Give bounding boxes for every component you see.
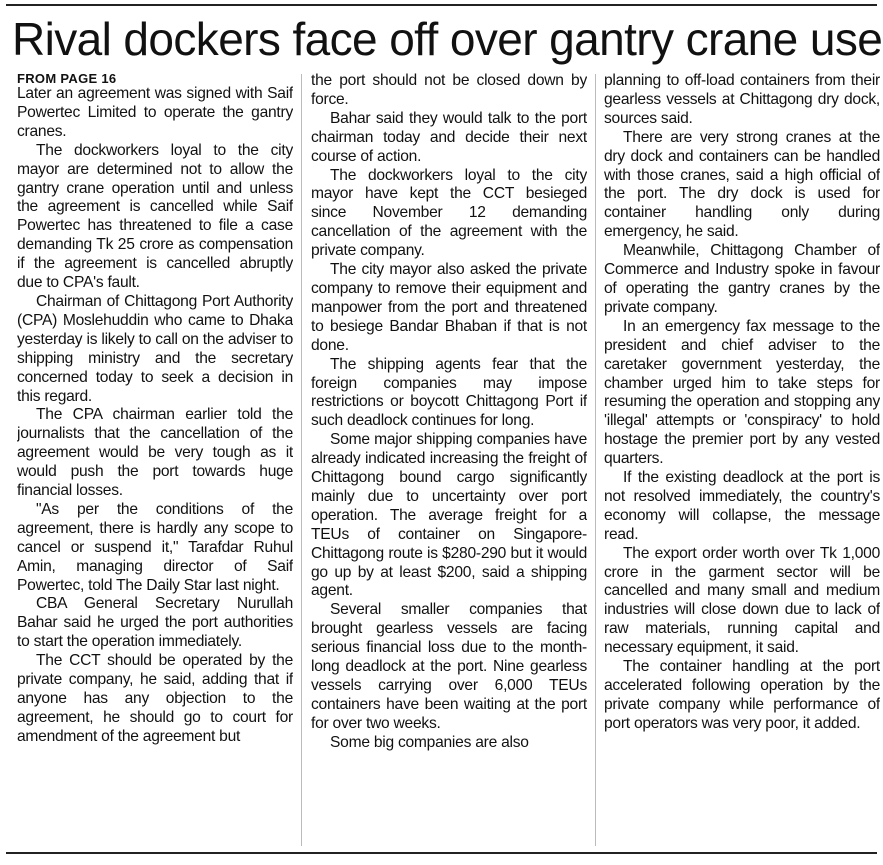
bottom-rule [6,852,877,854]
paragraph: Chairman of Chittagong Port Authority (CPA) Moslehuddin who came to Dhaka yesterday is likely to call on the adviser to shipping ministry and the secretary concerned today to seek a decision in this regard. [17,292,293,405]
paragraph: Some major shipping companies have already indicated increasing the freight of Chittagong bound cargo significantly mainly due to uncertainty over port operation. The average freight for a TEUs of container on Singapore-Chittagong route is $280-290 but it would go up by at least $200, said a shipping agent. [311,431,587,600]
paragraph: "As per the conditions of the agreement, there is hardly any scope to cancel or suspend it," Tarafdar Ruhul Amin, managing director of Saif Powertec, told The Daily Star last night. [17,500,293,594]
paragraph: The city mayor also asked the private company to remove their equipment and manpower from the port and threatened to besiege Bandar Bhaban if that is not done. [311,261,587,354]
paragraph: There are very strong cranes at the dry dock and containers can be handled with those cranes, said a high official of the port. The dry dock is used for container handling only during emergency, he said. [604,128,880,241]
paragraph: Several smaller companies that brought gearless vessels are facing serious financial loss due to the month-long deadlock at the port. Nine gearless vessels carrying over 6,000 TEUs containers have been waiting at the port for over two weeks. [311,601,587,732]
paragraph: planning to off-load containers from their gearless vessels at Chittagong dry dock, sources said. [604,72,880,127]
paragraph: Meanwhile, Chittagong Chamber of Commerce and Industry spoke in favour of operating the gantry cranes by the private company. [604,242,880,316]
paragraph: The CCT should be operated by the private company, he said, adding that if anyone has any objection to the agreement, he should go to court for amendment of the agreement but [17,652,293,745]
paragraph: The CPA chairman earlier told the journalists that the cancellation of the agreement would be very tough as it would push the port towards huge financial losses. [17,406,293,500]
paragraph: The container handling at the port accelerated following operation by the private company while performance of port operators was very poor, it added. [604,658,880,732]
paragraph: Bahar said they would talk to the port chairman today and decide their next course of action. [311,109,587,165]
top-rule [6,4,877,6]
paragraph: Some big companies are also [330,733,529,751]
headline: Rival dockers face off over gantry crane use [12,13,883,65]
column-divider [595,74,596,846]
paragraph: CBA General Secretary Nurullah Bahar said he urged the port authorities to start the operation immediately. [17,595,293,651]
article-column-1 [17,72,293,850]
paragraph: The dockworkers loyal to the city mayor have kept the CCT besieged since November 12 demanding cancellation of the agreement with the private company. [311,166,587,260]
paragraph: The export order worth over Tk 1,000 crore in the garment sector will be cancelled and many small and medium industries will close down due to lack of raw materials, running capital and necessary equipment, it said. [604,544,880,657]
article-column-2 [311,72,587,850]
column-divider [301,74,302,846]
paragraph: the port should not be closed down by force. [311,72,587,108]
article-column-3 [604,72,880,850]
continued-from-label: FROM PAGE 16 [17,72,117,86]
paragraph: In an emergency fax message to the president and chief adviser to the caretaker government yesterday, the chamber urged him to take steps for resuming the operation and stopping any 'illegal' attempts or 'conspiracy' to hold hostage the premier port by any vested quarters. [604,317,880,468]
paragraph: Later an agreement was signed with Saif Powertec Limited to operate the gantry cranes. [17,85,293,140]
paragraph: The shipping agents fear that the foreign companies may impose restrictions or boycott Chittagong Port if such deadlock continues for long. [311,355,587,430]
paragraph: If the existing deadlock at the port is not resolved immediately, the country's economy will collapse, the message read. [604,469,880,543]
paragraph: The dockworkers loyal to the city mayor are determined not to allow the gantry crane operation until and unless the agreement is cancelled while Saif Powertec has threatened to file a case demanding Tk 25 crore as compensation if the agreement is cancelled abruptly due to CPA's fault. [17,141,293,292]
